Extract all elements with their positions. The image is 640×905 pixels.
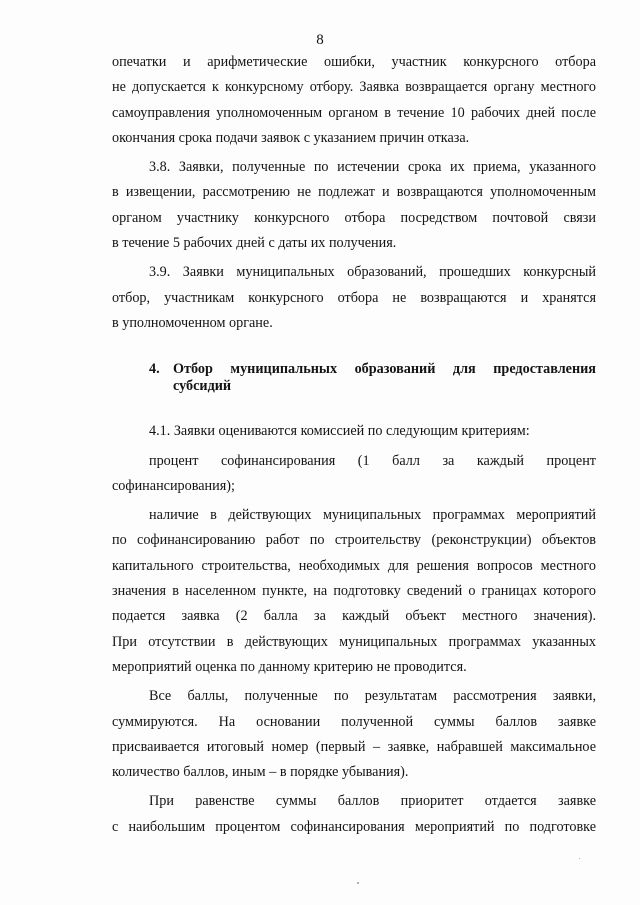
paragraph-line: суммируются. На основании полученной суммы баллов заявке bbox=[112, 713, 596, 730]
paragraph-p1 bbox=[112, 50, 596, 151]
paragraph-line: по софинансированию работ по строительству (реконструкции) объектов bbox=[112, 532, 596, 549]
paragraph-line: в извещении, рассмотрению не подлежат и возвращаются уполномоченным bbox=[112, 184, 596, 201]
paragraph-line: с наибольшим процентом софинансирования мероприятий по подготовке bbox=[112, 818, 596, 835]
paragraph-line: в течение 5 рабочих дней с даты их получения. bbox=[112, 235, 397, 252]
paragraph-line: 4.1. Заявки оцениваются комиссией по следующим критериям: bbox=[149, 423, 530, 440]
section-heading-title bbox=[173, 361, 596, 395]
paragraph-line: присваивается итоговый номер (первый – заявке, набравшей максимальное bbox=[112, 738, 596, 755]
scan-speck bbox=[357, 882, 359, 884]
paragraph-line: При равенстве суммы баллов приоритет отдается заявке bbox=[149, 793, 596, 810]
paragraph-line: в уполномоченном органе. bbox=[112, 314, 273, 331]
paragraph-line: процент софинансирования (1 балл за каждый процент bbox=[149, 452, 596, 469]
paragraph-p3 bbox=[112, 260, 596, 336]
paragraph-line: количество баллов, иным – в порядке убывания). bbox=[112, 764, 409, 781]
section-3-tail bbox=[112, 50, 596, 336]
section-heading-line: субсидий bbox=[173, 378, 232, 395]
paragraph-line: наличие в действующих муниципальных программах мероприятий bbox=[149, 507, 596, 524]
paragraph-p5 bbox=[112, 449, 596, 500]
paragraph-p7 bbox=[112, 684, 596, 785]
paragraph-p6 bbox=[112, 503, 596, 680]
paragraph-line: отбор, участникам конкурсного отбора не возвращаются и хранятся bbox=[112, 289, 596, 306]
paragraph-line: капитального строительства, необходимых для решения вопросов местного bbox=[112, 557, 596, 574]
section-heading bbox=[112, 361, 596, 395]
paragraph-line: окончания срока подачи заявок с указанием причин отказа. bbox=[112, 129, 470, 146]
paragraph-p4 bbox=[112, 419, 596, 444]
section-4-body bbox=[112, 419, 596, 840]
paragraph-line: не допускается к конкурсному отбору. Заявка возвращается органу местного bbox=[112, 79, 596, 96]
paragraph-line: самоуправления уполномоченным органом в течение 10 рабочих дней после bbox=[112, 104, 596, 121]
section-heading-line: Отбор муниципальных образований для предоставления bbox=[173, 361, 596, 378]
paragraph-p2 bbox=[112, 155, 596, 256]
paragraph-line: 3.8. Заявки, полученные по истечении срока их приема, указанного bbox=[149, 159, 596, 176]
paragraph-line: мероприятий оценка по данному критерию не проводится. bbox=[112, 658, 467, 675]
paragraph-line: опечатки и арифметические ошибки, участник конкурсного отбора bbox=[112, 54, 596, 70]
paragraph-line: значения в населенном пункте, на подготовку сведений о границах которого bbox=[112, 583, 596, 600]
paragraph-p8 bbox=[112, 789, 596, 840]
paragraph-line: подается заявка (2 балла за каждый объект местного значения). bbox=[112, 608, 596, 625]
section-heading-number: 4. bbox=[149, 361, 160, 378]
paragraph-line: 3.9. Заявки муниципальных образований, прошедших конкурсный bbox=[149, 264, 596, 281]
document-body bbox=[112, 50, 596, 844]
page-number: 8 bbox=[316, 32, 324, 48]
paragraph-line: Все баллы, полученные по результатам рассмотрения заявки, bbox=[149, 688, 596, 705]
paragraph-line: органом участнику конкурсного отбора посредством почтовой связи bbox=[112, 209, 596, 226]
paragraph-line: При отсутствии в действующих муниципальных программах указанных bbox=[112, 633, 596, 650]
paragraph-line: софинансирования); bbox=[112, 477, 235, 494]
scan-speck bbox=[579, 858, 580, 859]
